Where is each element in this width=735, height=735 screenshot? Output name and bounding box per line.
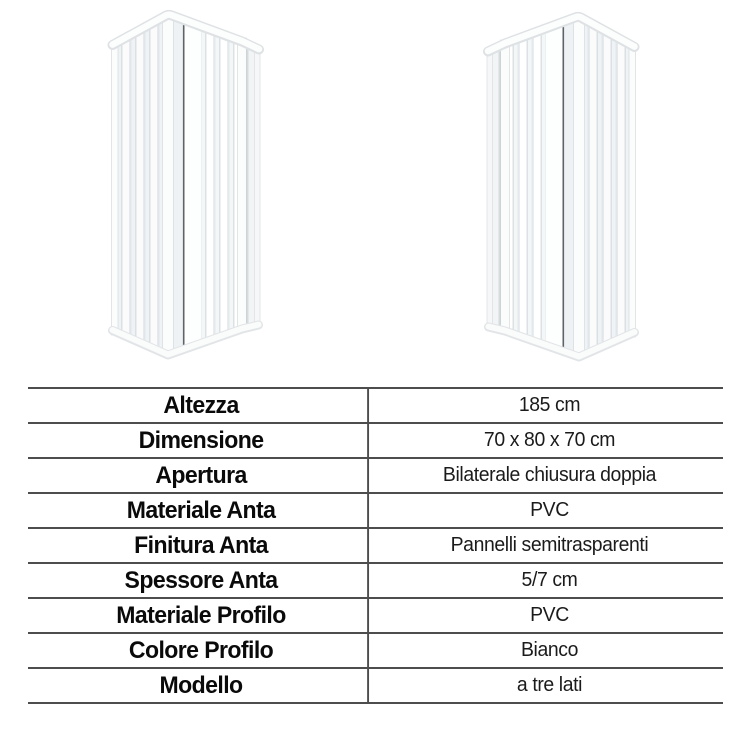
spec-label-colore-profilo: Colore Profilo xyxy=(35,634,369,667)
spec-value-materiale-profilo: PVC xyxy=(530,604,569,626)
spec-row-altezza xyxy=(28,387,723,422)
spec-row-spessore-anta xyxy=(28,562,723,597)
spec-row-materiale-anta xyxy=(28,492,723,527)
spec-value-apertura: Bilaterale chiusura doppia xyxy=(442,464,657,486)
spec-value-modello: a tre lati xyxy=(516,674,583,696)
spec-value-colore-profilo: Bianco xyxy=(520,639,578,661)
spec-row-finitura-anta xyxy=(28,527,723,562)
spec-label-altezza: Altezza xyxy=(35,389,369,422)
spec-table xyxy=(28,387,723,704)
spec-value-dimensione: 70 x 80 x 70 cm xyxy=(483,429,616,451)
spec-value-materiale-anta: PVC xyxy=(530,499,569,521)
spec-row-apertura xyxy=(28,457,723,492)
spec-label-dimensione: Dimensione xyxy=(35,424,369,457)
spec-label-materiale-profilo: Materiale Profilo xyxy=(35,599,369,632)
spec-row-colore-profilo xyxy=(28,632,723,667)
spec-label-materiale-anta: Materiale Anta xyxy=(35,494,369,527)
spec-row-dimensione xyxy=(28,422,723,457)
spec-label-apertura: Apertura xyxy=(35,459,369,492)
shower-enclosure-left-image xyxy=(112,14,261,356)
spec-label-modello: Modello xyxy=(35,669,369,702)
spec-label-finitura-anta: Finitura Anta xyxy=(35,529,369,562)
shower-enclosure-right-image xyxy=(487,16,636,358)
spec-value-spessore-anta: 5/7 cm xyxy=(521,569,578,591)
spec-row-materiale-profilo xyxy=(28,597,723,632)
spec-label-spessore-anta: Spessore Anta xyxy=(35,564,369,597)
spec-value-finitura-anta: Pannelli semitrasparenti xyxy=(450,534,649,556)
spec-row-modello xyxy=(28,667,723,702)
spec-value-altezza: 185 cm xyxy=(518,394,581,416)
